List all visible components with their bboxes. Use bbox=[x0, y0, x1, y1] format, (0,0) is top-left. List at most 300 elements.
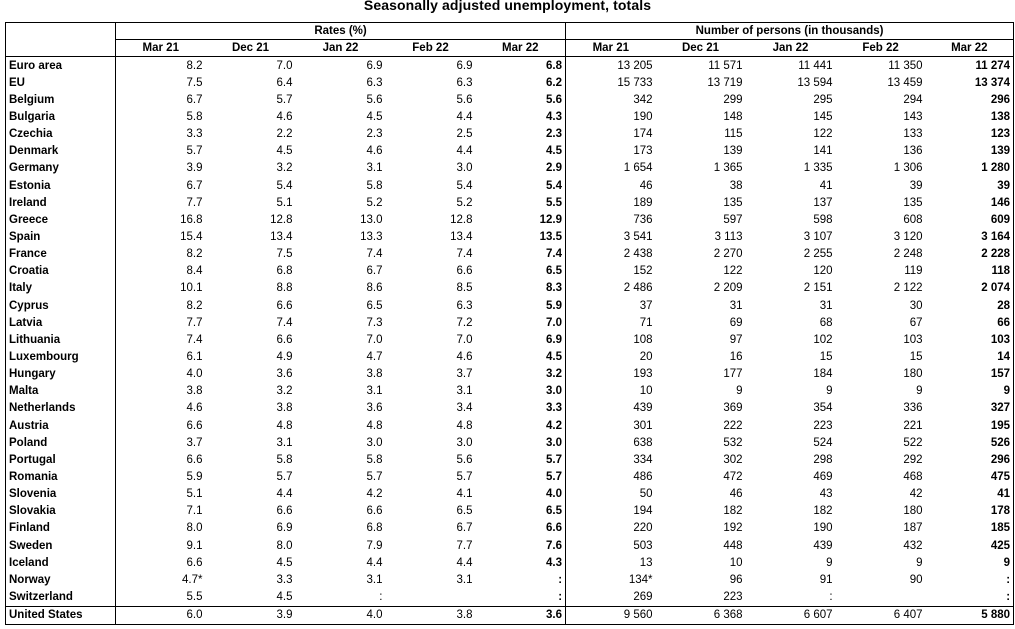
rates-value-cell: 7.5 bbox=[276, 248, 293, 261]
persons-value-cell: 9 bbox=[916, 385, 923, 398]
persons-value-cell: 503 bbox=[633, 539, 653, 552]
persons-value-cell: 6 407 bbox=[836, 606, 926, 624]
rates-value-cell: 5.2 bbox=[366, 196, 383, 209]
persons-value-cell: 448 bbox=[723, 539, 743, 552]
persons-value-cell: 71 bbox=[639, 316, 653, 329]
rates-value-cell: 3.8 bbox=[276, 402, 293, 415]
rates-value-cell: 16.8 bbox=[180, 213, 203, 226]
rates-value-cell: 3.3 bbox=[186, 128, 203, 141]
persons-month-header: Mar 21 bbox=[566, 40, 656, 57]
persons-value-cell: 5 880 bbox=[926, 606, 1014, 624]
rates-value-cell: 5.1 bbox=[186, 488, 203, 501]
rates-value-cell: 6.3 bbox=[366, 76, 383, 89]
rates-value-cell: 7.4 bbox=[456, 248, 473, 261]
rates-value-cell: 3.6 bbox=[366, 402, 383, 415]
rates-value-cell: 6.5 bbox=[476, 503, 566, 520]
persons-value-cell: 3 120 bbox=[893, 230, 923, 243]
persons-value-cell: 180 bbox=[903, 505, 923, 518]
rates-value-cell: 6.8 bbox=[476, 57, 566, 75]
persons-value-cell: 193 bbox=[633, 368, 653, 381]
country-cell: Spain bbox=[6, 228, 116, 245]
persons-value-cell: 68 bbox=[819, 316, 833, 329]
persons-value-cell: 9 bbox=[736, 385, 743, 398]
persons-month-header: Dec 21 bbox=[656, 40, 746, 57]
persons-value-cell: 14 bbox=[926, 348, 1014, 365]
rates-value-cell: 8.0 bbox=[276, 539, 293, 552]
rates-value-cell: 6.5 bbox=[476, 263, 566, 280]
rates-value-cell: 5.7 bbox=[276, 470, 293, 483]
rates-value-cell: 4.4 bbox=[276, 488, 293, 501]
rates-value-cell: 4.7 bbox=[366, 350, 383, 363]
persons-value-cell: 6 368 bbox=[656, 606, 746, 624]
persons-value-cell: 13 719 bbox=[707, 76, 743, 89]
rates-value-cell: 8.2 bbox=[186, 59, 203, 72]
country-cell: Romania bbox=[6, 468, 116, 485]
persons-value-cell: 292 bbox=[903, 453, 923, 466]
table-row bbox=[6, 228, 1014, 245]
rates-value-cell: 3.6 bbox=[476, 606, 566, 624]
persons-value-cell: 10 bbox=[639, 385, 653, 398]
country-cell: Hungary bbox=[6, 366, 116, 383]
rates-value-cell: 3.1 bbox=[276, 436, 293, 449]
table-title: Seasonally adjusted unemployment, totals bbox=[363, 0, 652, 13]
persons-value-cell: 9 560 bbox=[566, 606, 656, 624]
persons-value-cell: 13 205 bbox=[617, 59, 653, 72]
persons-value-cell: 299 bbox=[723, 93, 743, 106]
table-row bbox=[6, 366, 1014, 383]
rates-value-cell: : bbox=[476, 571, 566, 588]
rates-value-cell: 5.6 bbox=[456, 453, 473, 466]
persons-value-cell: 173 bbox=[633, 145, 653, 158]
persons-value-cell: 192 bbox=[723, 522, 743, 535]
group-header-row bbox=[6, 23, 1014, 40]
persons-value-cell: 486 bbox=[633, 470, 653, 483]
rates-value-cell: 5.7 bbox=[476, 451, 566, 468]
country-cell: Bulgaria bbox=[6, 108, 116, 125]
rates-value-cell: 13.4 bbox=[270, 230, 293, 243]
persons-value-cell: 301 bbox=[633, 419, 653, 432]
country-cell: Finland bbox=[6, 520, 116, 537]
rates-value-cell: 7.4 bbox=[366, 248, 383, 261]
rates-value-cell: 7.4 bbox=[186, 333, 203, 346]
persons-value-cell: 41 bbox=[819, 179, 833, 192]
table-body bbox=[6, 57, 1014, 625]
rates-value-cell: 6.4 bbox=[276, 76, 293, 89]
rates-value-cell bbox=[386, 588, 476, 606]
rates-value-cell: : bbox=[379, 590, 383, 603]
rates-value-cell: 5.9 bbox=[476, 297, 566, 314]
table-row bbox=[6, 537, 1014, 554]
rates-value-cell: 6.5 bbox=[456, 505, 473, 518]
persons-value-cell: 354 bbox=[813, 402, 833, 415]
rates-value-cell: 12.8 bbox=[270, 213, 293, 226]
country-cell: Belgium bbox=[6, 91, 116, 108]
rates-value-cell: 7.6 bbox=[476, 537, 566, 554]
persons-value-cell: 39 bbox=[909, 179, 923, 192]
persons-value-cell: 39 bbox=[926, 177, 1014, 194]
persons-value-cell: 2 255 bbox=[803, 248, 833, 261]
persons-value-cell: 598 bbox=[813, 213, 833, 226]
persons-value-cell: 178 bbox=[926, 503, 1014, 520]
rates-value-cell: 5.9 bbox=[186, 470, 203, 483]
persons-value-cell: 9 bbox=[926, 383, 1014, 400]
rates-value-cell: 5.4 bbox=[276, 179, 293, 192]
persons-value-cell: 2 438 bbox=[623, 248, 653, 261]
persons-value-cell: 524 bbox=[813, 436, 833, 449]
persons-value-cell: 296 bbox=[926, 91, 1014, 108]
rates-value-cell: 3.3 bbox=[476, 400, 566, 417]
persons-value-cell: 6 607 bbox=[746, 606, 836, 624]
persons-value-cell: 2 228 bbox=[926, 246, 1014, 263]
persons-value-cell: 11 441 bbox=[798, 59, 833, 72]
table-row bbox=[6, 331, 1014, 348]
persons-value-cell: 91 bbox=[819, 573, 833, 586]
table-row bbox=[6, 194, 1014, 211]
persons-value-cell: 13 459 bbox=[887, 76, 923, 89]
rates-value-cell: 4.9 bbox=[276, 350, 293, 363]
persons-value-cell: 13 bbox=[639, 556, 653, 569]
persons-value-cell: 122 bbox=[723, 265, 743, 278]
rates-value-cell: 4.5 bbox=[476, 348, 566, 365]
persons-value-cell: 38 bbox=[729, 179, 743, 192]
persons-value-cell: 28 bbox=[926, 297, 1014, 314]
persons-value-cell: : bbox=[926, 571, 1014, 588]
country-cell: Croatia bbox=[6, 263, 116, 280]
rates-value-cell: 8.0 bbox=[186, 522, 203, 535]
persons-value-cell: 119 bbox=[904, 265, 923, 278]
rates-value-cell: 8.5 bbox=[456, 282, 473, 295]
rates-value-cell: 7.5 bbox=[186, 76, 203, 89]
country-cell: Iceland bbox=[6, 554, 116, 571]
rates-value-cell: 4.6 bbox=[366, 145, 383, 158]
persons-value-cell: 2 486 bbox=[623, 282, 653, 295]
rates-group-header: Rates (%) bbox=[116, 23, 566, 40]
rates-value-cell: 3.0 bbox=[456, 162, 473, 175]
table-row bbox=[6, 74, 1014, 91]
rates-value-cell: 4.8 bbox=[366, 419, 383, 432]
rates-value-cell: 10.1 bbox=[180, 282, 203, 295]
rates-value-cell: 5.4 bbox=[456, 179, 473, 192]
persons-value-cell: 2 074 bbox=[926, 280, 1014, 297]
rates-value-cell: 6.6 bbox=[366, 505, 383, 518]
persons-value-cell: 2 248 bbox=[893, 248, 923, 261]
persons-value-cell: 194 bbox=[633, 505, 653, 518]
rates-value-cell: 2.9 bbox=[476, 160, 566, 177]
rates-value-cell: 6.0 bbox=[116, 606, 206, 624]
rates-month-header: Dec 21 bbox=[206, 40, 296, 57]
persons-value-cell: 223 bbox=[723, 590, 743, 603]
rates-value-cell: 5.2 bbox=[456, 196, 473, 209]
persons-value-cell: 139 bbox=[926, 143, 1014, 160]
persons-value-cell: 139 bbox=[723, 145, 743, 158]
rates-value-cell: 5.8 bbox=[186, 110, 203, 123]
persons-value-cell: 180 bbox=[903, 368, 923, 381]
rates-value-cell: 4.4 bbox=[366, 556, 383, 569]
country-cell: Denmark bbox=[6, 143, 116, 160]
persons-value-cell: 182 bbox=[723, 505, 743, 518]
persons-value-cell: 221 bbox=[903, 419, 923, 432]
rates-value-cell: 6.6 bbox=[456, 265, 473, 278]
rates-month-header: Feb 22 bbox=[386, 40, 476, 57]
rates-value-cell: 3.1 bbox=[366, 385, 383, 398]
rates-value-cell: 7.7 bbox=[186, 196, 203, 209]
table-row bbox=[6, 588, 1014, 606]
rates-value-cell: 3.7 bbox=[456, 368, 473, 381]
table-row bbox=[6, 434, 1014, 451]
rates-value-cell: 3.4 bbox=[456, 402, 473, 415]
persons-value-cell: 296 bbox=[926, 451, 1014, 468]
persons-value-cell: 220 bbox=[633, 522, 653, 535]
persons-value-cell: 3 541 bbox=[623, 230, 653, 243]
rates-value-cell: 8.3 bbox=[476, 280, 566, 297]
persons-value-cell: 43 bbox=[819, 488, 833, 501]
country-cell: Luxembourg bbox=[6, 348, 116, 365]
persons-value-cell: 472 bbox=[723, 470, 743, 483]
rates-value-cell: 3.1 bbox=[366, 162, 383, 175]
rates-value-cell: 3.1 bbox=[456, 385, 473, 398]
table-row bbox=[6, 520, 1014, 537]
rates-value-cell: 2.5 bbox=[456, 128, 473, 141]
rates-value-cell: 13.0 bbox=[360, 213, 383, 226]
table-row bbox=[6, 177, 1014, 194]
persons-value-cell: 174 bbox=[633, 128, 653, 141]
persons-value-cell: 185 bbox=[926, 520, 1014, 537]
rates-value-cell: 6.6 bbox=[476, 520, 566, 537]
rates-value-cell: 8.8 bbox=[276, 282, 293, 295]
rates-value-cell: 4.0 bbox=[476, 486, 566, 503]
country-cell: Slovenia bbox=[6, 486, 116, 503]
persons-value-cell: 15 bbox=[819, 350, 833, 363]
rates-value-cell: 4.5 bbox=[276, 590, 293, 603]
persons-value-cell: 736 bbox=[633, 213, 653, 226]
persons-value-cell: 3 164 bbox=[926, 228, 1014, 245]
persons-value-cell: 31 bbox=[729, 299, 743, 312]
rates-value-cell: 3.9 bbox=[186, 162, 203, 175]
rates-value-cell: 6.6 bbox=[186, 556, 203, 569]
rates-value-cell: 4.8 bbox=[276, 419, 293, 432]
rates-value-cell: 7.7 bbox=[456, 539, 473, 552]
persons-value-cell: 41 bbox=[926, 486, 1014, 503]
country-cell: Cyprus bbox=[6, 297, 116, 314]
rates-value-cell: 3.8 bbox=[386, 606, 476, 624]
table-row bbox=[6, 417, 1014, 434]
rates-value-cell: 7.2 bbox=[456, 316, 473, 329]
table-row bbox=[6, 143, 1014, 160]
corner-cell bbox=[6, 40, 116, 57]
table-row bbox=[6, 91, 1014, 108]
rates-value-cell: 8.6 bbox=[366, 282, 383, 295]
persons-value-cell: 439 bbox=[633, 402, 653, 415]
rates-value-cell: 4.7* bbox=[182, 573, 203, 586]
rates-value-cell: 4.4 bbox=[456, 110, 473, 123]
country-cell: Netherlands bbox=[6, 400, 116, 417]
persons-value-cell: 103 bbox=[903, 333, 923, 346]
rates-value-cell: 7.7 bbox=[186, 316, 203, 329]
persons-value-cell: 190 bbox=[633, 110, 653, 123]
rates-value-cell: 3.3 bbox=[276, 573, 293, 586]
persons-value-cell: 123 bbox=[926, 126, 1014, 143]
persons-value-cell: 302 bbox=[723, 453, 743, 466]
persons-value-cell: 69 bbox=[729, 316, 743, 329]
rates-value-cell: 6.8 bbox=[366, 522, 383, 535]
rates-value-cell: 5.5 bbox=[186, 590, 203, 603]
country-cell: Lithuania bbox=[6, 331, 116, 348]
rates-value-cell: 3.8 bbox=[186, 385, 203, 398]
persons-value-cell: 369 bbox=[723, 402, 743, 415]
rates-value-cell: 6.3 bbox=[456, 76, 473, 89]
rates-value-cell: 5.7 bbox=[186, 145, 203, 158]
persons-value-cell: 148 bbox=[723, 110, 743, 123]
persons-value-cell: 9 bbox=[926, 554, 1014, 571]
rates-value-cell: 4.5 bbox=[476, 143, 566, 160]
persons-value-cell: 42 bbox=[909, 488, 923, 501]
rates-value-cell: 5.7 bbox=[456, 470, 473, 483]
rates-value-cell: 6.6 bbox=[276, 333, 293, 346]
persons-value-cell: 336 bbox=[903, 402, 923, 415]
persons-value-cell: 9 bbox=[826, 385, 833, 398]
persons-value-cell: 97 bbox=[729, 333, 743, 346]
persons-value-cell: 295 bbox=[813, 93, 833, 106]
persons-value-cell: 11 571 bbox=[708, 59, 743, 72]
persons-value-cell: 141 bbox=[813, 145, 833, 158]
table-row bbox=[6, 468, 1014, 485]
country-cell: Greece bbox=[6, 211, 116, 228]
rates-value-cell: 4.4 bbox=[456, 145, 473, 158]
table-row bbox=[6, 297, 1014, 314]
rates-value-cell: 3.7 bbox=[186, 436, 203, 449]
rates-value-cell: 12.9 bbox=[476, 211, 566, 228]
rates-value-cell: 6.9 bbox=[476, 331, 566, 348]
persons-value-cell: 294 bbox=[903, 93, 923, 106]
persons-value-cell: 13 594 bbox=[797, 76, 833, 89]
persons-value-cell: 20 bbox=[639, 350, 653, 363]
persons-value-cell: 190 bbox=[813, 522, 833, 535]
persons-value-cell: 13 374 bbox=[926, 74, 1014, 91]
rates-value-cell: 4.2 bbox=[476, 417, 566, 434]
persons-value-cell: 597 bbox=[723, 213, 743, 226]
persons-value-cell: 145 bbox=[813, 110, 833, 123]
persons-value-cell: 432 bbox=[903, 539, 923, 552]
rates-value-cell: 4.6 bbox=[276, 110, 293, 123]
persons-value-cell: 1 306 bbox=[893, 162, 923, 175]
rates-value-cell: 6.6 bbox=[186, 419, 203, 432]
table-row bbox=[6, 503, 1014, 520]
table-row bbox=[6, 348, 1014, 365]
country-cell: Ireland bbox=[6, 194, 116, 211]
persons-value-cell: 439 bbox=[813, 539, 833, 552]
table-row bbox=[6, 606, 1014, 624]
persons-month-header: Jan 22 bbox=[746, 40, 836, 57]
persons-value-cell: 475 bbox=[926, 468, 1014, 485]
persons-value-cell: 108 bbox=[633, 333, 653, 346]
persons-value-cell: 16 bbox=[729, 350, 743, 363]
persons-value-cell: 609 bbox=[926, 211, 1014, 228]
rates-value-cell: 3.0 bbox=[476, 434, 566, 451]
rates-value-cell: 4.5 bbox=[276, 556, 293, 569]
persons-value-cell: 10 bbox=[729, 556, 743, 569]
rates-value-cell: 13.3 bbox=[360, 230, 383, 243]
persons-value-cell: 31 bbox=[819, 299, 833, 312]
persons-value-cell: 184 bbox=[813, 368, 833, 381]
country-cell: United States bbox=[6, 606, 116, 624]
country-cell: Slovakia bbox=[6, 503, 116, 520]
table-row bbox=[6, 571, 1014, 588]
persons-value-cell: 102 bbox=[813, 333, 833, 346]
rates-value-cell: 6.2 bbox=[476, 74, 566, 91]
country-cell: Switzerland bbox=[6, 588, 116, 606]
rates-value-cell: 12.8 bbox=[450, 213, 473, 226]
persons-value-cell: 638 bbox=[633, 436, 653, 449]
table-row bbox=[6, 160, 1014, 177]
rates-value-cell: 4.4 bbox=[456, 556, 473, 569]
persons-value-cell bbox=[836, 588, 926, 606]
persons-value-cell: 2 209 bbox=[713, 282, 743, 295]
persons-value-cell: 66 bbox=[926, 314, 1014, 331]
rates-value-cell: 6.1 bbox=[186, 350, 203, 363]
persons-value-cell: 3 113 bbox=[714, 230, 743, 243]
rates-value-cell: 7.4 bbox=[276, 316, 293, 329]
persons-value-cell: 90 bbox=[909, 573, 923, 586]
persons-value-cell: 2 122 bbox=[893, 282, 923, 295]
persons-value-cell: 522 bbox=[903, 436, 923, 449]
persons-value-cell: 177 bbox=[723, 368, 743, 381]
table-row bbox=[6, 126, 1014, 143]
rates-value-cell: 3.2 bbox=[476, 366, 566, 383]
rates-value-cell: 6.6 bbox=[276, 299, 293, 312]
rates-value-cell: 5.1 bbox=[276, 196, 293, 209]
rates-value-cell: 3.0 bbox=[476, 383, 566, 400]
persons-group-header: Number of persons (in thousands) bbox=[566, 23, 1014, 40]
rates-value-cell: 7.4 bbox=[476, 246, 566, 263]
persons-value-cell: 195 bbox=[926, 417, 1014, 434]
rates-value-cell: 13.5 bbox=[476, 228, 566, 245]
rates-value-cell: 4.1 bbox=[456, 488, 473, 501]
rates-value-cell: 6.7 bbox=[186, 179, 203, 192]
country-cell: Norway bbox=[6, 571, 116, 588]
rates-value-cell: 3.0 bbox=[366, 436, 383, 449]
persons-value-cell: 223 bbox=[813, 419, 833, 432]
persons-value-cell: 425 bbox=[926, 537, 1014, 554]
table-row bbox=[6, 383, 1014, 400]
month-header-row bbox=[6, 40, 1014, 57]
persons-value-cell: 135 bbox=[723, 196, 743, 209]
rates-value-cell: 5.6 bbox=[366, 93, 383, 106]
rates-value-cell: 3.2 bbox=[276, 162, 293, 175]
persons-value-cell: 146 bbox=[926, 194, 1014, 211]
rates-value-cell: 5.8 bbox=[366, 453, 383, 466]
country-cell: Czechia bbox=[6, 126, 116, 143]
persons-value-cell: 96 bbox=[729, 573, 743, 586]
persons-value-cell: 122 bbox=[813, 128, 833, 141]
country-cell: Germany bbox=[6, 160, 116, 177]
rates-value-cell: 6.7 bbox=[366, 265, 383, 278]
rates-value-cell: 4.3 bbox=[476, 108, 566, 125]
rates-value-cell: 3.6 bbox=[276, 368, 293, 381]
persons-month-header: Feb 22 bbox=[836, 40, 926, 57]
persons-value-cell: 37 bbox=[639, 299, 653, 312]
country-cell: Euro area bbox=[6, 57, 116, 75]
table-row bbox=[6, 246, 1014, 263]
rates-value-cell: 4.0 bbox=[186, 368, 203, 381]
corner-cell bbox=[6, 23, 116, 40]
rates-value-cell: 7.0 bbox=[476, 314, 566, 331]
persons-value-cell: 50 bbox=[639, 488, 653, 501]
persons-value-cell: 120 bbox=[813, 265, 833, 278]
persons-value-cell: 30 bbox=[909, 299, 923, 312]
persons-value-cell: 152 bbox=[633, 265, 653, 278]
rates-value-cell: 13.4 bbox=[450, 230, 473, 243]
country-cell: Sweden bbox=[6, 537, 116, 554]
